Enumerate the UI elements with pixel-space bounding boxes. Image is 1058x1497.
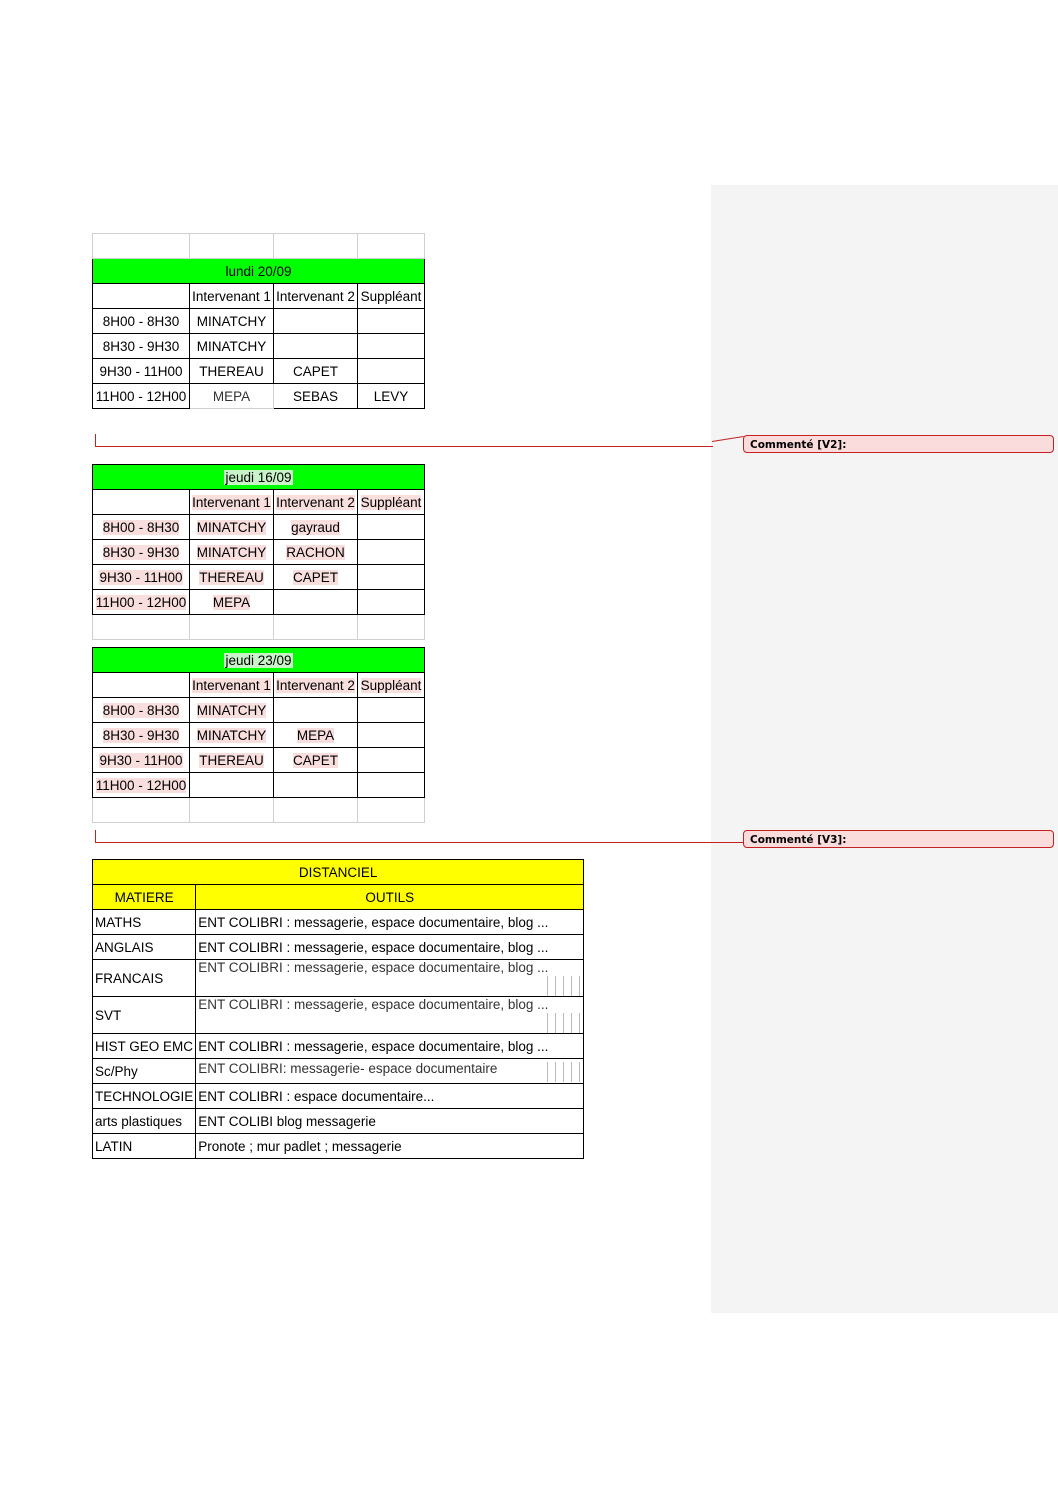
outils-cell <box>196 960 584 997</box>
intervenant-1: THEREAU <box>199 752 264 768</box>
distanciel-title-row <box>93 860 584 885</box>
col-suppleant: Suppléant <box>358 284 425 309</box>
distanciel-table <box>92 859 584 1159</box>
empty-row <box>93 615 425 640</box>
day-title-row <box>93 465 425 490</box>
schedule-table-jeudi-23 <box>92 647 425 823</box>
intervenant-1: MINATCHY <box>190 334 274 359</box>
col-outils: OUTILS <box>196 885 584 910</box>
col-intervenant-2: Intervenant 2 <box>276 494 355 510</box>
table-row <box>93 997 584 1034</box>
empty-header-row <box>93 234 425 259</box>
outils: ENT COLIBI blog messagerie <box>196 1109 584 1134</box>
time-slot: 9H30 - 11H00 <box>99 569 183 585</box>
schedule-table-lundi <box>92 233 425 409</box>
day-title-row <box>93 259 425 284</box>
matiere: TECHNOLOGIE <box>93 1084 196 1109</box>
cell-ruling <box>547 1062 581 1082</box>
outils-cell <box>196 1059 584 1084</box>
matiere: Sc/Phy <box>93 1059 196 1084</box>
column-header-row <box>93 490 425 515</box>
time-slot: 9H30 - 11H00 <box>99 752 183 768</box>
intervenant-2: RACHON <box>286 544 345 560</box>
intervenant-1: MINATCHY <box>196 727 267 743</box>
table-row <box>93 1034 584 1059</box>
cell-ruling <box>547 1013 581 1033</box>
table-row <box>93 515 425 540</box>
column-header-row <box>93 284 425 309</box>
intervenant-2: MEPA <box>296 727 335 743</box>
time-slot: 11H00 - 12H00 <box>93 384 190 409</box>
suppleant <box>358 309 425 334</box>
day-title-row <box>93 648 425 673</box>
time-slot: 11H00 - 12H00 <box>95 777 187 793</box>
time-slot: 8H00 - 8H30 <box>93 309 190 334</box>
matiere: SVT <box>93 997 196 1034</box>
col-intervenant-1: Intervenant 1 <box>192 677 271 693</box>
comment-v3[interactable] <box>743 830 1054 848</box>
comment-connector-v2 <box>95 446 713 447</box>
intervenant-1: MINATCHY <box>196 544 267 560</box>
intervenant-2: CAPET <box>292 569 338 585</box>
table-row <box>93 309 425 334</box>
intervenant-1: MINATCHY <box>196 519 267 535</box>
outils: Pronote ; mur padlet ; messagerie <box>196 1134 584 1159</box>
intervenant-2 <box>274 309 358 334</box>
table-row <box>93 723 425 748</box>
intervenant-1: MEPA <box>212 594 251 610</box>
comment-anchor-v2 <box>95 434 96 446</box>
matiere: LATIN <box>93 1134 196 1159</box>
outils-cell <box>196 997 584 1034</box>
suppleant <box>358 334 425 359</box>
comment-label: Commenté [V3]: <box>750 834 847 846</box>
table-row <box>93 334 425 359</box>
schedule-table-jeudi-16 <box>92 464 425 640</box>
matiere: FRANCAIS <box>93 960 196 997</box>
table-row <box>93 910 584 935</box>
intervenant-1: MEPA <box>190 384 274 409</box>
col-intervenant-2: Intervenant 2 <box>276 677 355 693</box>
table-row <box>93 590 425 615</box>
col-matiere: MATIERE <box>93 885 196 910</box>
table-row <box>93 935 584 960</box>
outils: ENT COLIBRI : messagerie, espace documentaire, blog ... <box>196 910 584 935</box>
col-intervenant-1: Intervenant 1 <box>190 284 274 309</box>
table-row <box>93 359 425 384</box>
matiere: ANGLAIS <box>93 935 196 960</box>
comment-anchor-v3 <box>95 830 96 842</box>
comments-margin-pane <box>711 185 1058 1313</box>
column-header-row <box>93 673 425 698</box>
table-row <box>93 773 425 798</box>
intervenant-2: CAPET <box>292 752 338 768</box>
table-row <box>93 1134 584 1159</box>
table-row <box>93 540 425 565</box>
table-row <box>93 1109 584 1134</box>
comment-label: Commenté [V2]: <box>750 439 847 451</box>
table-row <box>93 698 425 723</box>
col-suppleant: Suppléant <box>360 494 422 510</box>
comment-connector-v3 <box>95 842 743 843</box>
outils: ENT COLIBRI : espace documentaire... <box>196 1084 584 1109</box>
table-row <box>93 384 425 409</box>
col-intervenant-2: Intervenant 2 <box>274 284 358 309</box>
intervenant-1: MINATCHY <box>190 309 274 334</box>
intervenant-1: THEREAU <box>199 569 264 585</box>
outils: ENT COLIBRI : messagerie, espace documentaire, blog ... <box>198 960 549 975</box>
table-row <box>93 1084 584 1109</box>
suppleant <box>358 359 425 384</box>
matiere: arts plastiques <box>93 1109 196 1134</box>
empty-row <box>93 798 425 823</box>
table-row <box>93 748 425 773</box>
intervenant-2: gayraud <box>291 519 340 535</box>
col-suppleant: Suppléant <box>360 677 422 693</box>
intervenant-2: SEBAS <box>274 384 358 409</box>
day-title: jeudi 16/09 <box>225 469 292 485</box>
time-slot: 8H00 - 8H30 <box>102 519 180 535</box>
distanciel-header-row <box>93 885 584 910</box>
outils: ENT COLIBRI : messagerie, espace documentaire, blog ... <box>198 997 549 1012</box>
matiere: HIST GEO EMC <box>93 1034 196 1059</box>
time-slot: 8H30 - 9H30 <box>93 334 190 359</box>
time-slot: 8H30 - 9H30 <box>102 727 180 743</box>
outils: ENT COLIBRI : messagerie, espace documentaire, blog ... <box>196 935 584 960</box>
day-title: jeudi 23/09 <box>225 652 292 668</box>
table-row <box>93 1059 584 1084</box>
day-title: lundi 20/09 <box>225 263 292 279</box>
outils: ENT COLIBRI: messagerie- espace documentaire <box>198 1060 498 1076</box>
distanciel-title: DISTANCIEL <box>93 860 584 885</box>
time-slot: 8H00 - 8H30 <box>102 702 180 718</box>
suppleant: LEVY <box>358 384 425 409</box>
intervenant-2 <box>274 334 358 359</box>
intervenant-1: THEREAU <box>190 359 274 384</box>
table-row <box>93 565 425 590</box>
col-intervenant-1: Intervenant 1 <box>192 494 271 510</box>
time-slot: 8H30 - 9H30 <box>102 544 180 560</box>
intervenant-2: CAPET <box>274 359 358 384</box>
time-slot: 9H30 - 11H00 <box>93 359 190 384</box>
comment-v2[interactable] <box>743 435 1054 453</box>
matiere: MATHS <box>93 910 196 935</box>
intervenant-1: MINATCHY <box>196 702 267 718</box>
outils: ENT COLIBRI : messagerie, espace documentaire, blog ... <box>196 1034 584 1059</box>
table-row <box>93 960 584 997</box>
time-slot: 11H00 - 12H00 <box>95 594 187 610</box>
cell-ruling <box>547 976 581 996</box>
